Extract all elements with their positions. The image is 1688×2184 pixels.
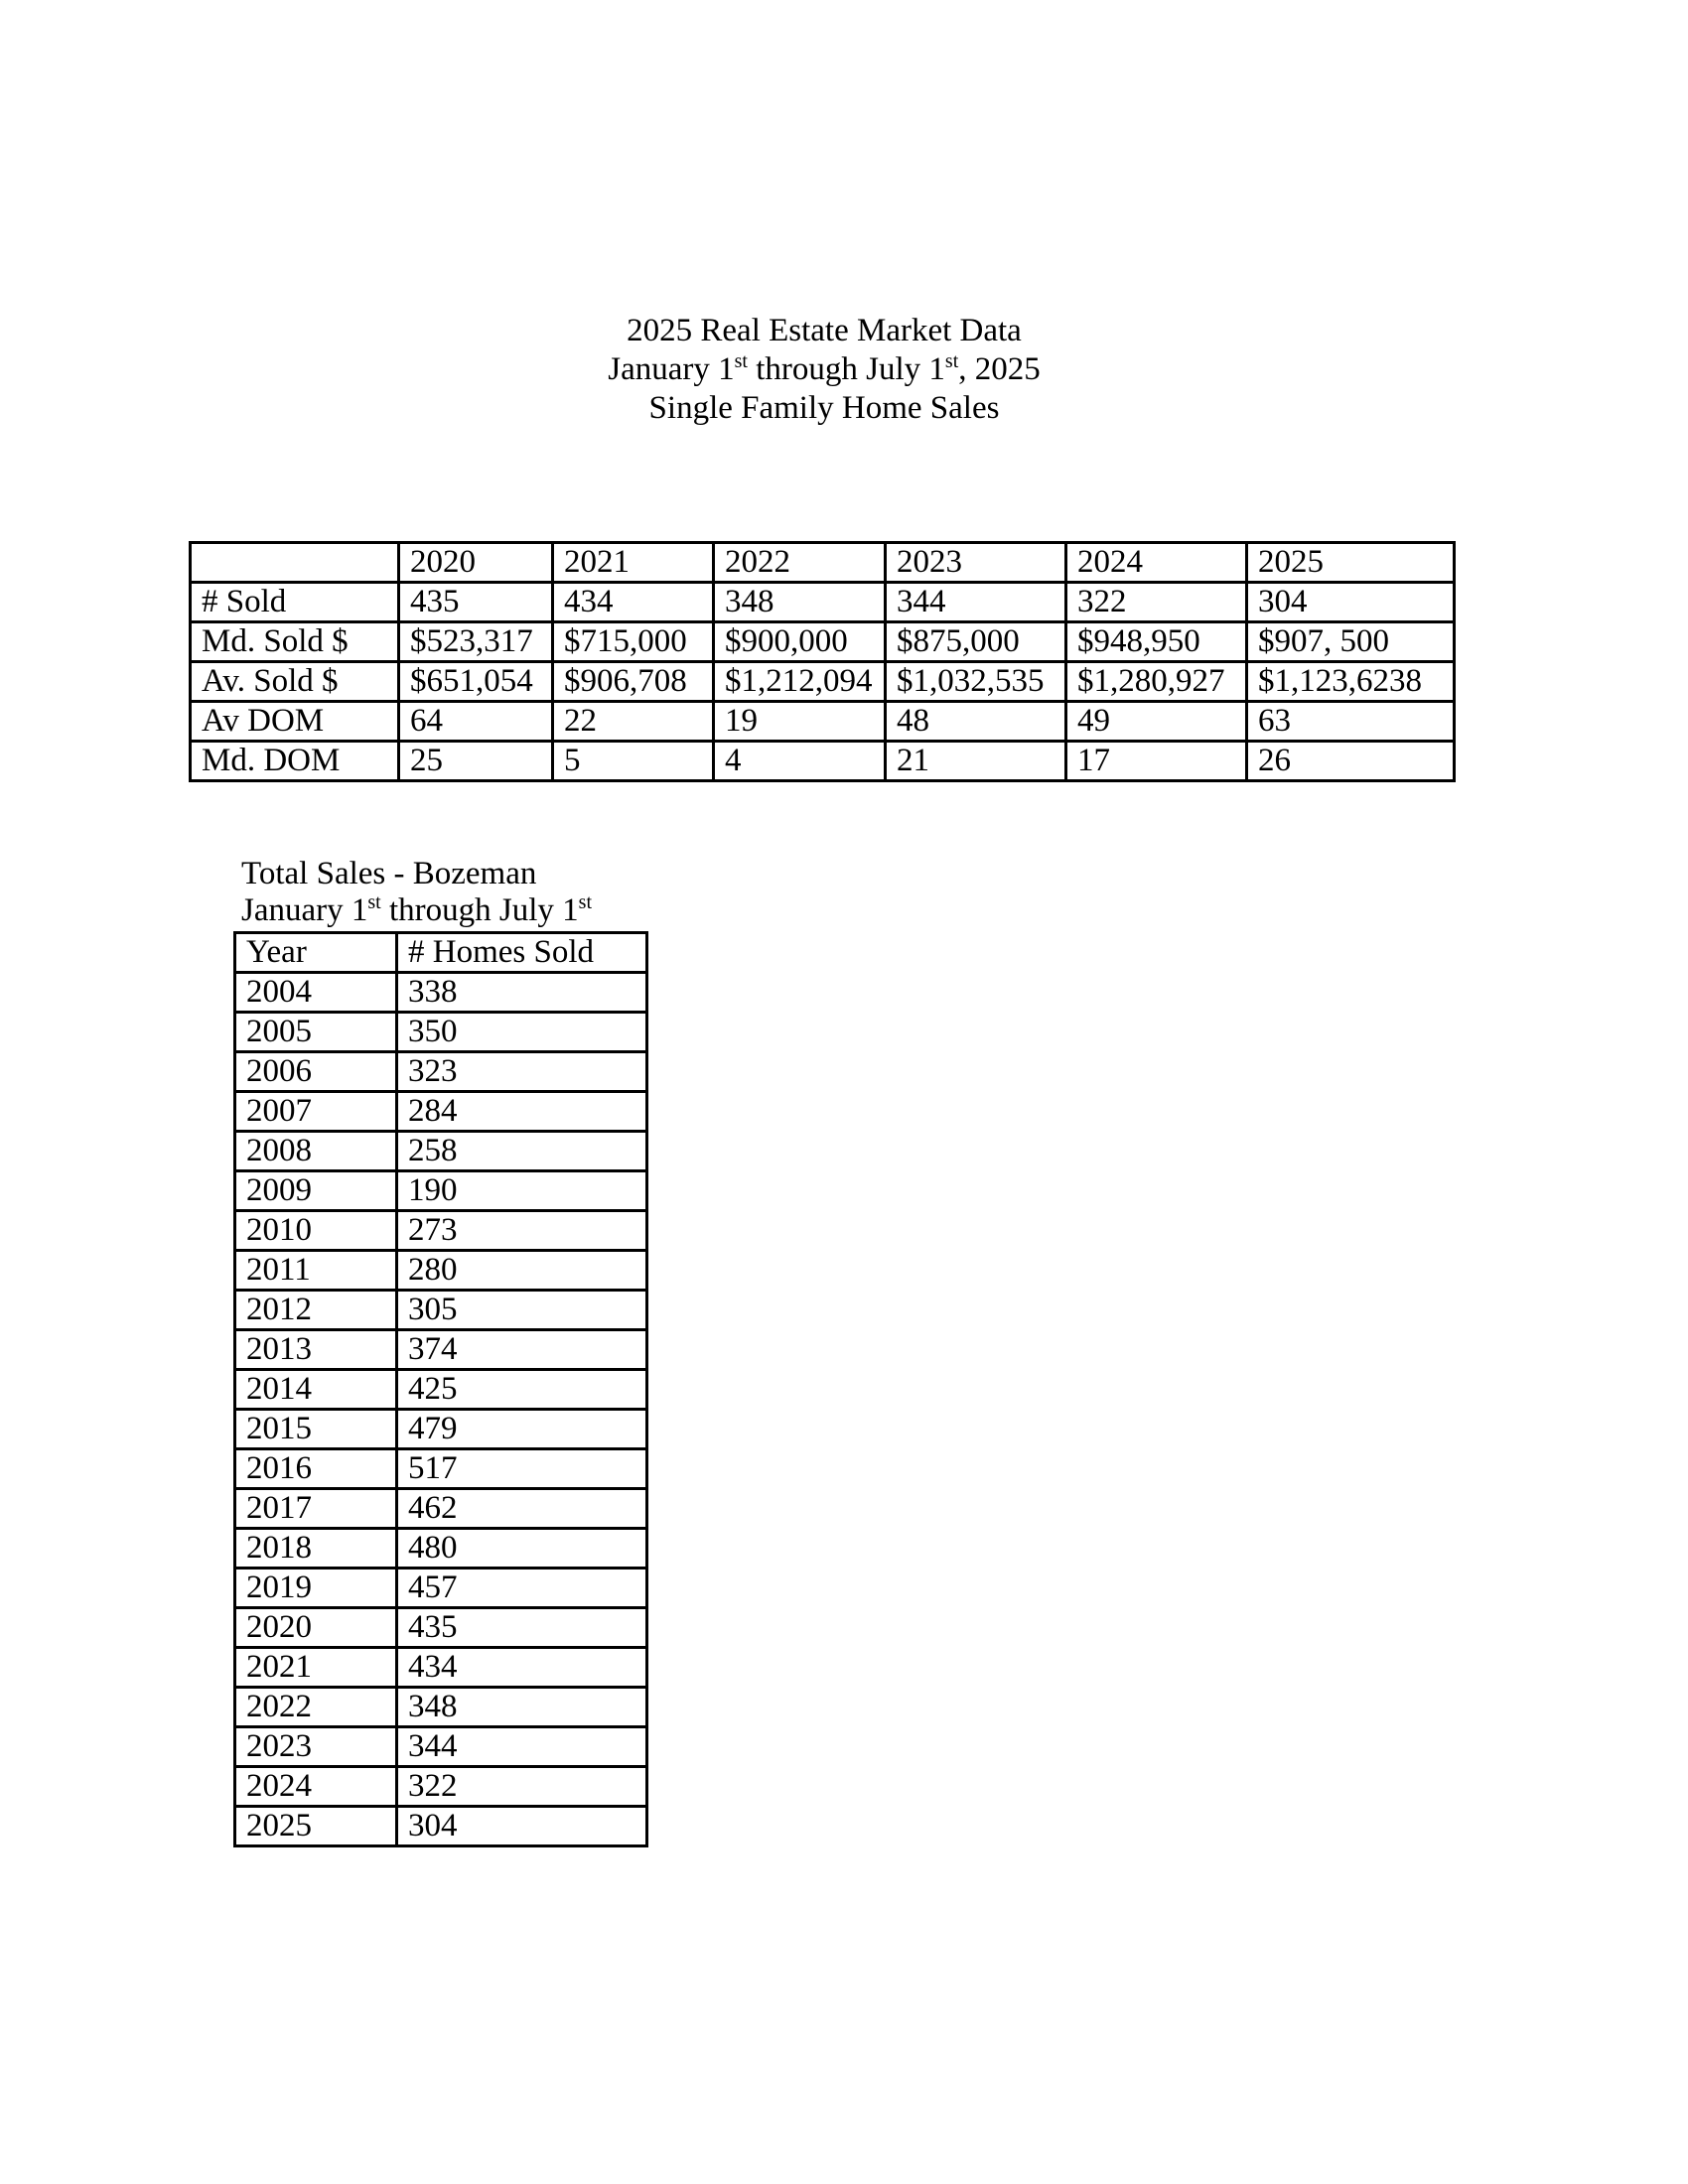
page-title: 2025 Real Estate Market Data: [627, 313, 1022, 348]
year-cell: 2008: [235, 1132, 397, 1171]
year-cell: 2010: [235, 1211, 397, 1251]
metric-value-cell: 4: [714, 742, 886, 781]
metric-value-cell: 17: [1066, 742, 1247, 781]
metric-value-cell: 5: [553, 742, 714, 781]
homes-sold-cell: 323: [397, 1052, 647, 1092]
year-cell: 2016: [235, 1449, 397, 1489]
superscript-st: st: [944, 350, 959, 372]
metric-value-cell: 64: [399, 702, 553, 742]
metric-value-cell: 348: [714, 583, 886, 622]
sales-table-row: [235, 1052, 647, 1092]
year-cell: 2024: [235, 1767, 397, 1807]
homes-sold-cell: 190: [397, 1171, 647, 1211]
sales-table-row: [235, 1211, 647, 1251]
year-cell: 2011: [235, 1251, 397, 1291]
year-cell: 2023: [235, 1727, 397, 1767]
metric-value-cell: 25: [399, 742, 553, 781]
superscript-st: st: [578, 891, 592, 913]
metric-row-label: # Sold: [191, 583, 399, 622]
metric-value-cell: 322: [1066, 583, 1247, 622]
metric-row-label: Av DOM: [191, 702, 399, 742]
sales-table-row: [235, 1608, 647, 1648]
year-cell: 2007: [235, 1092, 397, 1132]
sales-table-row: [235, 1132, 647, 1171]
sales-table-row: [235, 1489, 647, 1529]
metric-value-cell: $948,950: [1066, 622, 1247, 662]
metric-value-cell: 63: [1247, 702, 1455, 742]
metric-value-cell: 434: [553, 583, 714, 622]
year-cell: 2013: [235, 1330, 397, 1370]
superscript-st: st: [367, 891, 381, 913]
total-sales-heading-line1: Total Sales - Bozeman: [241, 856, 537, 891]
sales-table-row: [235, 1092, 647, 1132]
total-sales-heading: [241, 856, 592, 929]
market-data-table: [189, 541, 1456, 782]
homes-sold-cell: 305: [397, 1291, 647, 1330]
metric-value-cell: 26: [1247, 742, 1455, 781]
metric-value-cell: $1,032,535: [886, 662, 1066, 702]
sales-table-row: [235, 1171, 647, 1211]
year-cell: 2019: [235, 1569, 397, 1608]
homes-sold-cell: 280: [397, 1251, 647, 1291]
homes-sold-cell: 344: [397, 1727, 647, 1767]
total-sales-table: [233, 931, 648, 1847]
year-cell: 2022: [235, 1688, 397, 1727]
homes-sold-cell: 479: [397, 1410, 647, 1449]
sales-table-row: [235, 1807, 647, 1846]
market-table-row: [191, 622, 1455, 662]
title-date-range: January 1st through July 1st, 2025: [608, 350, 1041, 387]
homes-sold-cell: 425: [397, 1370, 647, 1410]
title-subtitle: Single Family Home Sales: [648, 390, 1000, 426]
year-column-header: 2023: [886, 543, 1066, 583]
metric-value-cell: $1,123,6238: [1247, 662, 1455, 702]
sales-table-row: [235, 1013, 647, 1052]
market-table-row: [191, 702, 1455, 742]
homes-sold-cell: 348: [397, 1688, 647, 1727]
year-column-header: 2020: [399, 543, 553, 583]
metric-value-cell: 344: [886, 583, 1066, 622]
metric-value-cell: 435: [399, 583, 553, 622]
homes-sold-cell: 374: [397, 1330, 647, 1370]
year-cell: 2004: [235, 973, 397, 1013]
homes-sold-cell: 284: [397, 1092, 647, 1132]
market-table-row: [191, 662, 1455, 702]
homes-sold-cell: 258: [397, 1132, 647, 1171]
metric-value-cell: 49: [1066, 702, 1247, 742]
sales-table-row: [235, 1648, 647, 1688]
year-cell: 2020: [235, 1608, 397, 1648]
metric-value-cell: 19: [714, 702, 886, 742]
homes-sold-cell: 322: [397, 1767, 647, 1807]
year-column-header: 2022: [714, 543, 886, 583]
sales-table-row: [235, 1767, 647, 1807]
year-cell: 2009: [235, 1171, 397, 1211]
year-cell: 2025: [235, 1807, 397, 1846]
year-cell: 2018: [235, 1529, 397, 1569]
metric-row-label: Md. DOM: [191, 742, 399, 781]
market-table-row: [191, 742, 1455, 781]
metric-value-cell: $907, 500: [1247, 622, 1455, 662]
sales-table-row: [235, 973, 647, 1013]
homes-sold-cell: 350: [397, 1013, 647, 1052]
sales-table-row: [235, 1330, 647, 1370]
year-cell: 2012: [235, 1291, 397, 1330]
superscript-st: st: [734, 350, 748, 372]
homes-sold-cell: 434: [397, 1648, 647, 1688]
metric-value-cell: $715,000: [553, 622, 714, 662]
metric-value-cell: 21: [886, 742, 1066, 781]
sales-table-row: [235, 1251, 647, 1291]
homes-sold-column-header: # Homes Sold: [397, 933, 647, 973]
metric-value-cell: $523,317: [399, 622, 553, 662]
year-column-header: 2025: [1247, 543, 1455, 583]
sales-table-row: [235, 1569, 647, 1608]
homes-sold-cell: 338: [397, 973, 647, 1013]
sales-table-row: [235, 1529, 647, 1569]
year-column-header: 2024: [1066, 543, 1247, 583]
homes-sold-cell: 462: [397, 1489, 647, 1529]
sales-table-row: [235, 1727, 647, 1767]
market-table-header-row: [191, 543, 1455, 583]
year-column-header: [191, 543, 399, 583]
market-table-row: [191, 583, 1455, 622]
total-sales-heading-line2: January 1st through July 1st: [241, 891, 592, 928]
sales-table-row: [235, 1410, 647, 1449]
metric-value-cell: 48: [886, 702, 1066, 742]
metric-value-cell: $875,000: [886, 622, 1066, 662]
homes-sold-cell: 273: [397, 1211, 647, 1251]
metric-value-cell: $1,212,094: [714, 662, 886, 702]
year-cell: 2014: [235, 1370, 397, 1410]
homes-sold-cell: 480: [397, 1529, 647, 1569]
sales-table-header-row: [235, 933, 647, 973]
year-cell: 2015: [235, 1410, 397, 1449]
metric-row-label: Md. Sold $: [191, 622, 399, 662]
homes-sold-cell: 304: [397, 1807, 647, 1846]
homes-sold-cell: 517: [397, 1449, 647, 1489]
metric-value-cell: $651,054: [399, 662, 553, 702]
metric-value-cell: $906,708: [553, 662, 714, 702]
metric-row-label: Av. Sold $: [191, 662, 399, 702]
year-cell: 2006: [235, 1052, 397, 1092]
year-cell: 2005: [235, 1013, 397, 1052]
metric-value-cell: $1,280,927: [1066, 662, 1247, 702]
metric-value-cell: 22: [553, 702, 714, 742]
metric-value-cell: $900,000: [714, 622, 886, 662]
sales-table-row: [235, 1370, 647, 1410]
sales-table-row: [235, 1449, 647, 1489]
title-block: [0, 312, 1648, 428]
year-cell: 2017: [235, 1489, 397, 1529]
year-column-header: Year: [235, 933, 397, 973]
homes-sold-cell: 457: [397, 1569, 647, 1608]
sales-table-row: [235, 1291, 647, 1330]
homes-sold-cell: 435: [397, 1608, 647, 1648]
sales-table-row: [235, 1688, 647, 1727]
year-column-header: 2021: [553, 543, 714, 583]
metric-value-cell: 304: [1247, 583, 1455, 622]
year-cell: 2021: [235, 1648, 397, 1688]
